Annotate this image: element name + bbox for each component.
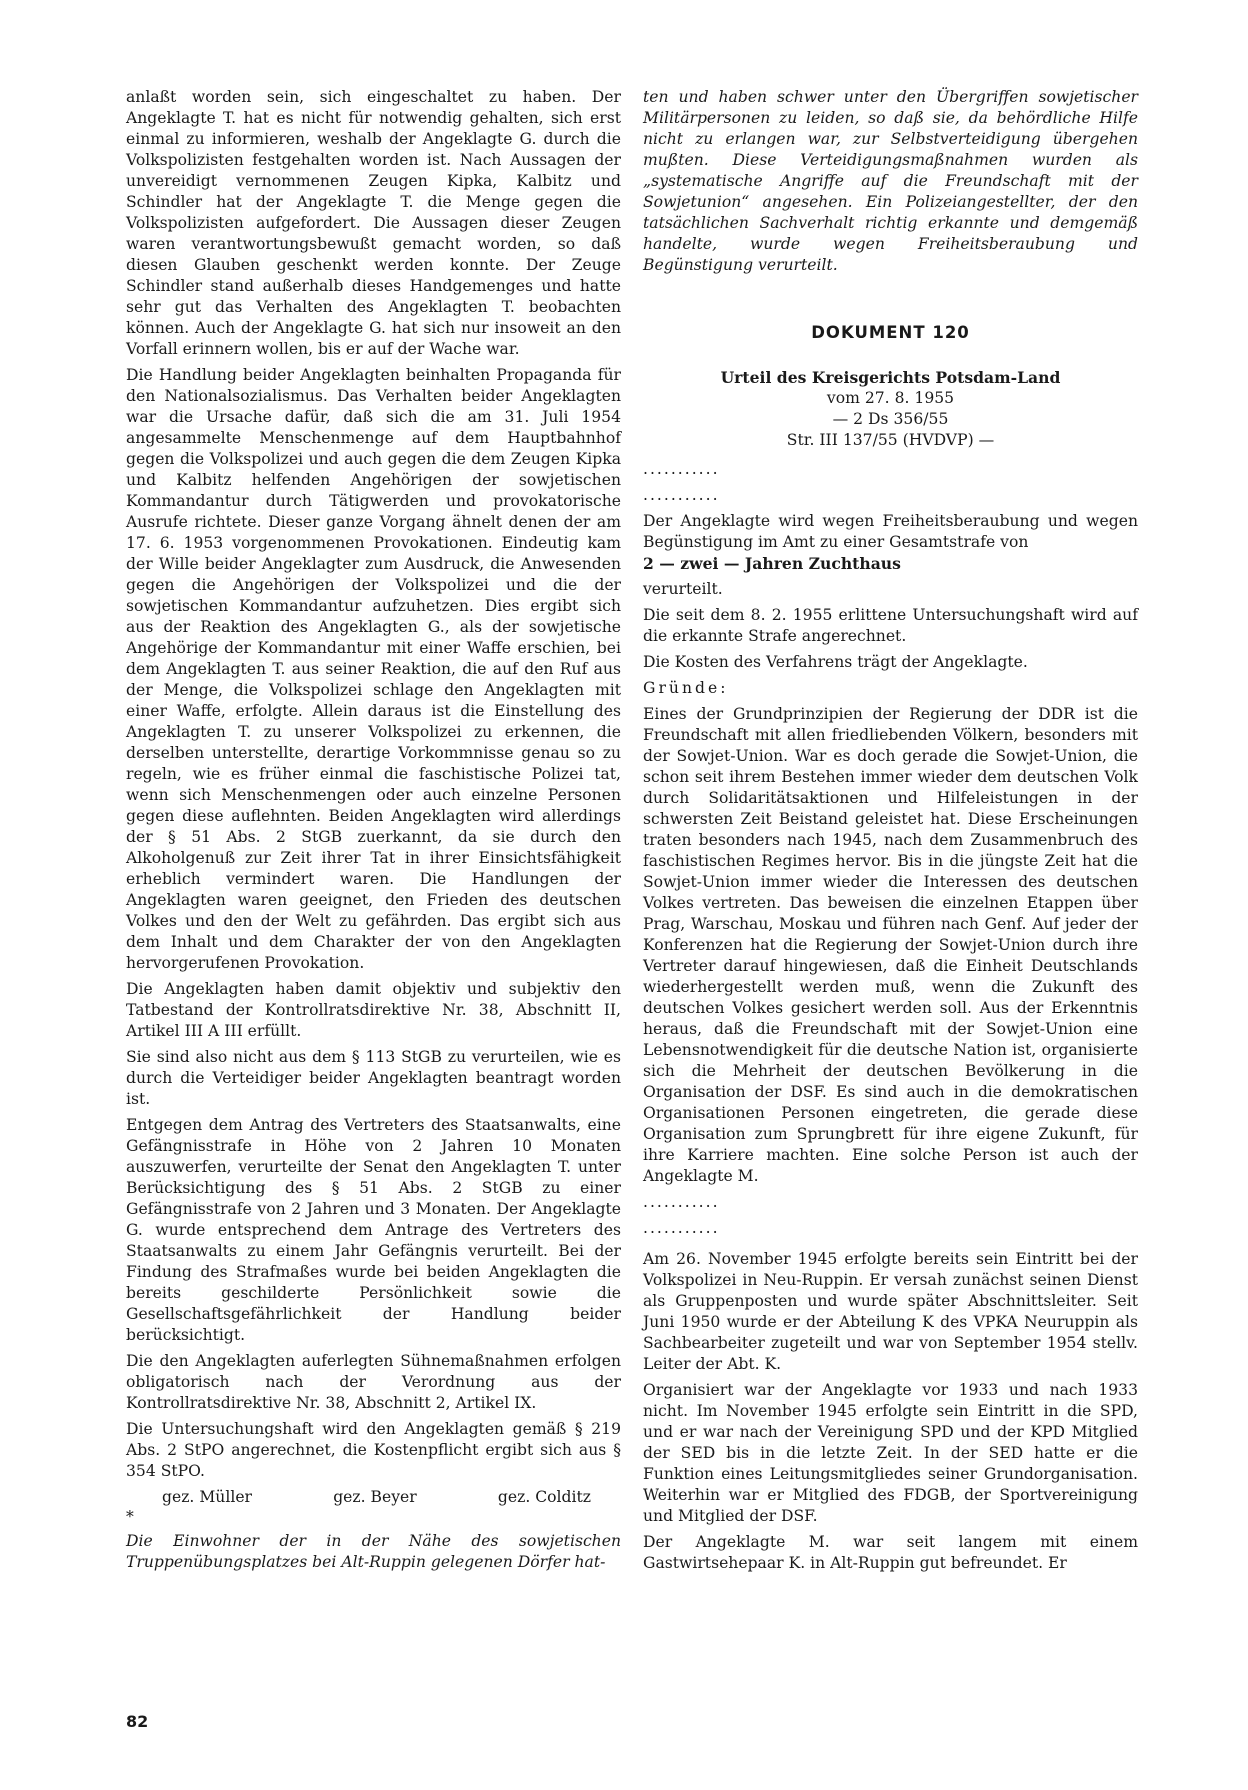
- signature-beyer: gez. Beyer: [333, 1488, 417, 1506]
- paragraph: Die Handlung beider Angeklagten beinhalten Propaganda für den Nationalsozialismus. Das Verhalten beider Angeklagten war die Ursache dafür, daß sich die am 31. Juli 1954 angesammelte Menschenmenge auf dem Hauptbahnhof gegen die Volkspolizei und auch gegen die dem Zeugen Kipka und Kalbitz helfenden Angehörigen der sowjetischen Kommandantur durch Tätigwerden und provokatorische Ausrufe richtete. Dieser ganze Vorgang ähnelt denen der am 17. 6. 1953 vorgenommenen Provokationen. Eindeutig kam der Wille beider Angeklagter zum Ausdruck, die Anwesenden gegen die Angehörigen der Volkspolizei und die der sowjetischen Kommandantur aufzuhetzen. Dies ergibt sich aus der Reaktion des Angeklagten G., als der sowjetische Angehörige der Kommandantur mit einer Waffe erschien, bei dem Angeklagten T. aus seiner Reaktion, die auf den Ruf aus der Menge, die Volkspolizei schlage den Angeklagten mit einer Waffe, erfolgte. Allein daraus ist die Einstellung des Angeklagten T. zu unserer Volkspolizei zu erkennen, die derselben unterstellte, derartige Vorkommnisse genau so zu regeln, wie es früher einmal die faschistische Polizei tat, wenn sich Menschenmengen oder auch einzelne Personen gegen diese auflehnten. Beiden Angeklagten wird allerdings der § 51 Abs. 2 StGB zuerkannt, da sie durch den Alkoholgenuß zur Zeit ihrer Tat in ihrer Einsichtsfähigkeit erheblich vermindert waren. Die Handlungen der Angeklagten waren geeignet, den Frieden des deutschen Volkes und den der Welt zu gefährden. Das ergibt sich aus dem Inhalt und dem Charakter der von den Angeklagten hervorgerufenen Provokation.: [126, 366, 621, 972]
- omission-dots: ...........: [643, 1219, 720, 1237]
- paragraph: Die den Angeklagten auferlegten Sühnemaßnahmen erfolgen obligatorisch nach der Verordnung aus der Kontrollratsdirektive Nr. 38, Abschnitt 2, Artikel IX.: [126, 1352, 621, 1412]
- document-heading: DOKUMENT 120: [811, 323, 970, 342]
- paragraph: Sie sind also nicht aus dem § 113 StGB zu verurteilen, wie es durch die Verteidiger beider Angeklagten beantragt worden ist.: [126, 1048, 621, 1108]
- paragraph: Die Angeklagten haben damit objektiv und subjektiv den Tatbestand der Kontrollratsdirektive Nr. 38, Abschnitt II, Artikel III A III erfüllt.: [126, 980, 621, 1040]
- paragraph: Die Untersuchungshaft wird den Angeklagten gemäß § 219 Abs. 2 StPO angerechnet, die Kostenpflicht ergibt sich aus § 354 StPO.: [126, 1420, 621, 1480]
- judgment-date: vom 27. 8. 1955: [826, 389, 955, 407]
- paragraph: Eines der Grundprinzipien der Regierung der DDR ist die Freundschaft mit allen friedliebenden Völkern, besonders mit der Sowjet-Union. War es doch gerade die Sowjet-Union, die schon seit ihrem Bestehen immer wieder dem deutschen Volk durch Solidaritätsaktionen und Hilfeleistungen in der schwersten Zeit Beistand geleistet hat. Diese Erscheinungen traten besonders nach 1945, nach dem Zusammenbruch des faschistischen Regimes hervor. Bis in die jüngste Zeit hat die Sowjet-Union immer wieder die Interessen des deutschen Volkes vertreten. Das beweisen die einzelnen Etappen über Prag, Warschau, Moskau und führen nach Genf. Auf jeder der Konferenzen hat die Regierung der Sowjet-Union durch ihre Vertreter darauf hingewiesen, daß die Einheit Deutschlands wiederhergestellt werden muß, wenn die Zukunft des deutschen Volkes gesichert werden soll. Aus der Erkenntnis heraus, daß die Freundschaft mit der Sowjet-Union eine Lebensnotwendigkeit für die deutsche Nation ist, organisierte sich die Mehrheit der deutschen Bevölkerung in die Organisation der DSF. Es sind auch in die demokratischen Organisationen Personen eingetreten, die gerade diese Organisation zum Sprungbrett für ihre eigene Zukunft, für ihre Karriere machten. Eine solche Person ist auch der Angeklagte M.: [643, 705, 1138, 1185]
- paragraph: Entgegen dem Antrag des Vertreters des Staatsanwalts, eine Gefängnisstrafe in Höhe von 2 Jahren 10 Monaten auszuwerfen, verurteilte der Senat den Angeklagten T. unter Berücksichtigung des § 51 Abs. 2 StGB zu einer Gefängnisstrafe von 2 Jahren und 3 Monaten. Der Angeklagte G. wurde entsprechend dem Antrage des Vertreters des Staatsanwalts zu einem Jahr Gefängnis verurteilt. Bei der Findung des Strafmaßes wurde bei beiden Angeklagten die bereits geschilderte Persönlichkeit sowie die Gesellschaftsgefährlichkeit der Handlung beider berücksichtigt.: [126, 1116, 621, 1344]
- paragraph: Der Angeklagte M. war seit langem mit einem Gastwirtsehepaar K. in Alt-Ruppin gut befreundet. Er: [643, 1533, 1138, 1572]
- paragraph: Die seit dem 8. 2. 1955 erlittene Untersuchungshaft wird auf die erkannte Strafe angerechnet.: [643, 606, 1138, 645]
- sentence-verdict: verurteilt.: [643, 580, 723, 598]
- paragraph: Organisiert war der Angeklagte vor 1933 und nach 1933 nicht. Im November 1945 erfolgte sein Eintritt in die SPD, und er war nach der Vereinigung SPD und der KPD Mitglied der SED bis in die letzte Zeit. In der SED hatte er die Funktion eines Leitungsmitgliedes seiner Grundorganisation. Weiterhin war er Mitglied des FDGB, der Sportvereinigung und Mitglied der DSF.: [643, 1381, 1138, 1525]
- omission-dots: ...........: [643, 486, 720, 504]
- paragraph: anlaßt worden sein, sich eingeschaltet zu haben. Der Angeklagte T. hat es nicht für notwendig gehalten, sich erst einmal zu informieren, weshalb der Angeklagte G. durch die Volkspolizisten festgehalten worden ist. Nach Aussagen der unvereidigt vernommenen Zeugen Kipka, Kalbitz und Schindler hat der Angeklagte T. die Menge gegen die Volkspolizisten aufgefordert. Die Aussagen dieser Zeugen waren verantwortungsbewußt gemacht worden, so daß diesen Glauben geschenkt werden konnte. Der Zeuge Schindler stand außerhalb dieses Handgemenges und hatte sehr gut das Verhalten des Angeklagten T. beobachten können. Auch der Angeklagte G. hat sich nur insoweit an den Vorfall erinnern wollen, bis er auf der Wache war.: [126, 88, 621, 358]
- case-reference: Str. III 137/55 (HVDVP) —: [786, 431, 995, 449]
- paragraph: Die Kosten des Verfahrens trägt der Angeklagte.: [643, 653, 1028, 671]
- reasons-heading: Gründe:: [643, 679, 729, 697]
- signature-colditz: gez. Colditz: [497, 1488, 591, 1506]
- signature-mueller: gez. Müller: [162, 1488, 253, 1506]
- italic-introduction-continued: ten und haben schwer unter den Übergriffen sowjetischer Militärpersonen zu leiden, so daß sie, da behördliche Hilfe nicht zu erlangen war, zur Selbstverteidigung übergehen mußten. Diese Verteidigungsmaßnahmen wurden als „systematische Angriffe auf die Freundschaft mit der Sowjetunion“ angesehen. Ein Polizeiangestellter, der den tatsächlichen Sachverhalt richtig erkannte und demgemäß handelte, wurde wegen Freiheitsberaubung und Begünstigung verurteilt.: [643, 88, 1138, 274]
- right-column: [643, 87, 1138, 1579]
- penalty: 2 — zwei — Jahren Zuchthaus: [643, 554, 901, 573]
- left-column: [126, 87, 621, 1578]
- case-number: — 2 Ds 356/55: [832, 410, 949, 428]
- sentence-intro: Der Angeklagte wird wegen Freiheitsberaubung und wegen Begünstigung im Amt zu einer Gesamtstrafe von: [643, 512, 1138, 551]
- signatures: [126, 1487, 621, 1508]
- section-separator: *: [126, 1508, 134, 1526]
- paragraph: Am 26. November 1945 erfolgte bereits sein Eintritt bei der Volkspolizei in Neu-Ruppin. Er versah zunächst seinen Dienst als Gruppenposten und wurde später Abschnittsleiter. Seit Juni 1950 wurde er der Abteilung K des VPKA Neuruppin als Sachbearbeiter zugeteilt und war von September 1954 stellv. Leiter der Abt. K.: [643, 1250, 1138, 1373]
- court-name: Urteil des Kreisgerichts Potsdam-Land: [720, 368, 1061, 387]
- omission-dots: ...........: [643, 1193, 720, 1211]
- omission-dots: ...........: [643, 460, 720, 478]
- italic-introduction: Die Einwohner der in der Nähe des sowjetischen Truppenübungsplatzes bei Alt-Ruppin gelegenen Dörfer hat-: [126, 1532, 621, 1571]
- page-number: 82: [126, 1712, 149, 1731]
- court-reference: [643, 367, 1138, 451]
